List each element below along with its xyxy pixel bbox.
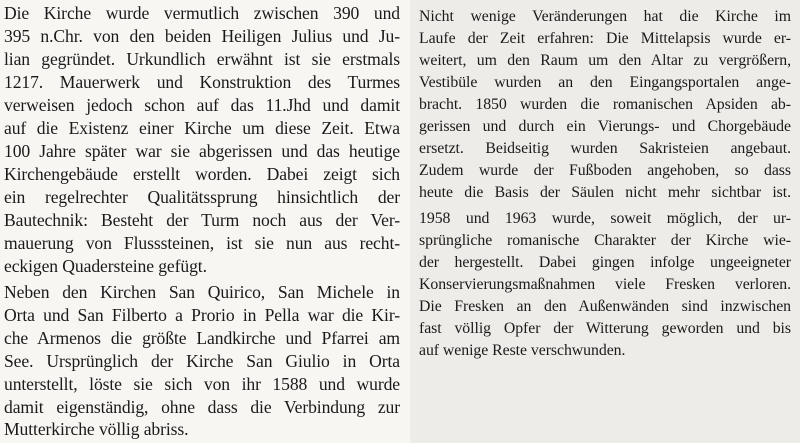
right-line: sprüngliche romanische Charakter der Kirche wie- bbox=[419, 232, 791, 249]
right-line: ersetzt. Beidseitig wurden Sakristeien angebaut. bbox=[419, 140, 791, 157]
left-line: eckigen Quadersteine gefügt. bbox=[4, 256, 207, 276]
right-text-column bbox=[410, 0, 800, 443]
left-line: 100 Jahre später war sie abgerissen und das heutige bbox=[4, 141, 400, 161]
right-line: auf wenige Reste verschwunden. bbox=[419, 342, 626, 359]
left-line: Orta und San Filberto a Prorio in Pella war die Kir- bbox=[4, 305, 400, 325]
left-line: Mutterkirche völlig abriss. bbox=[4, 419, 189, 439]
left-line: Bautechnik: Besteht der Turm noch aus der Ver- bbox=[4, 210, 400, 230]
left-line: mauerung von Flusssteinen, ist sie nun aus recht- bbox=[4, 233, 400, 253]
left-line: See. Ursprünglich der Kirche San Giulio in Orta bbox=[4, 351, 400, 371]
right-line: fast völlig Opfer der Witterung geworden und bis bbox=[419, 320, 791, 337]
right-line: Konservierungsmaßnahmen viele Fresken verloren. bbox=[419, 276, 791, 293]
left-line: Neben den Kirchen San Quirico, San Michele in bbox=[4, 282, 400, 302]
left-line: damit eigenständig, ohne dass die Verbindung zur bbox=[4, 397, 400, 417]
left-line: verweisen jedoch schon auf das 11.Jhd und damit bbox=[4, 95, 400, 115]
right-line: weitert, um den Raum um den Altar zu vergrößern, bbox=[419, 52, 791, 69]
right-line: Vestibüle wurden an den Eingangsportalen ange- bbox=[419, 74, 791, 91]
left-line: Die Kirche wurde vermutlich zwischen 390 und bbox=[4, 3, 400, 23]
right-line: Die Fresken an den Außenwänden sind inzwischen bbox=[419, 298, 791, 315]
left-line: 395 n.Chr. von den beiden Heiligen Julius und Ju- bbox=[4, 26, 400, 46]
right-line: Nicht wenige Veränderungen hat die Kirche im bbox=[419, 8, 791, 25]
left-line: unterstellt, löste sie sich von ihr 1588 und wurde bbox=[4, 374, 400, 394]
left-line: che Armenos die größte Landkirche und Pfarrei am bbox=[4, 328, 400, 348]
right-line: bracht. 1850 wurden die romanischen Apsiden ab- bbox=[419, 96, 791, 113]
left-line: lian gegründet. Urkundlich erwähnt ist sie erstmals bbox=[4, 49, 400, 69]
right-line: Laufe der Zeit erfahren: Die Mittelapsis wurde er- bbox=[419, 30, 791, 47]
left-line: auf die Existenz einer Kirche um diese Zeit. Etwa bbox=[4, 118, 400, 138]
right-line: gerissen und durch ein Vierungs- und Chorgebäude bbox=[419, 118, 791, 135]
left-line: ein regelrechter Qualitätssprung hinsichtlich der bbox=[4, 187, 400, 207]
left-line: 1217. Mauerwerk und Konstruktion des Turmes bbox=[4, 72, 400, 92]
left-line: Kirchengebäude erstellt worden. Dabei zeigt sich bbox=[4, 164, 400, 184]
right-line: der hergestellt. Dabei gingen infolge ungeeigneter bbox=[419, 254, 791, 271]
right-line: heute die Basis der Säulen nicht mehr sichtbar ist. bbox=[419, 184, 791, 201]
right-line: 1958 und 1963 wurde, soweit möglich, der ur- bbox=[419, 210, 791, 227]
right-line: Zudem wurde der Fußboden angehoben, so dass bbox=[419, 162, 791, 179]
